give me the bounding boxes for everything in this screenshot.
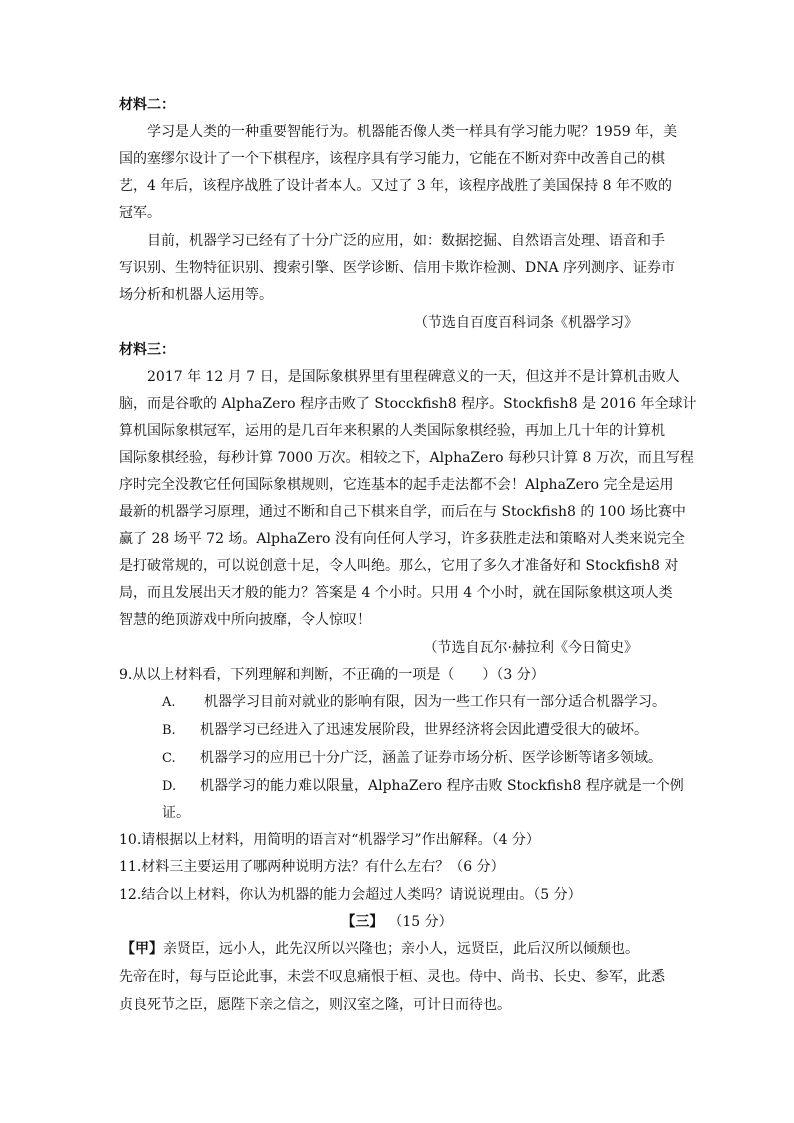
option-c-text: 机器学习的应用已十分广泛，涵盖了证券市场分析、医学诊断等诸多领域。 [200,750,662,766]
material3-line: 脑，而是谷歌的 AlphaZero 程序击败了 Stocckfish8 程序。Stockfish8 是 2016 年全球计 [119,396,697,412]
option-b-letter: B. [162,723,176,738]
material3-line: 2017 年 12 月 7 日，是国际象棋界里有里程碑意义的一天，但这并不是计算机击败人 [147,369,680,385]
question-10: 10.请根据以上材料，用简明的语言对“机器学习”作出解释。（4 分） [119,832,540,848]
passage-jia-line: 贞良死节之臣，愿陛下亲之信之，则汉室之隆，可计日而待也。 [119,997,511,1013]
material2-line: 学习是人类的一种重要智能行为。机器能否像人类一样具有学习能力呢？1959 年，美 [147,124,678,140]
question-12: 12.结合以上材料，你认为机器的能力会超过人类吗？请说说理由。（5 分） [119,887,582,903]
material3-line: 算机国际象棋冠军，运用的是几百年来积累的人类国际象棋经验，再加上几十年的计算机 [119,423,665,439]
material3-line: 局，而且发展出天才般的能力？答案是 4 个小时。只用 4 个小时，就在国际象棋这项人类 [119,585,673,601]
passage-jia-text: 亲贤臣，远小人，此先汉所以兴隆也；亲小人，远贤臣，此后汉所以倾颓也。 [163,941,639,957]
question-11: 11.材料三主要运用了哪两种说明方法？有什么左右？（6 分） [119,859,505,875]
option-b-text: 机器学习已经进入了迅速发展阶段，世界经济将会因此遭受很大的破坏。 [200,722,648,738]
material2-line: 冠军。 [119,205,161,221]
option-d-continuation: 证。 [162,805,190,821]
passage-jia-label: 【甲】 [121,941,163,957]
material3-heading: 材料三： [119,342,175,358]
passage-jia-line: 先帝在时，每与臣论此事，未尝不叹息痛恨于桓、灵也。侍中、尚书、长史、参军，此悉 [119,969,665,985]
section-3-label: 【三】 [341,914,384,930]
material3-line: 是打破常规的，可以说创意十足，令人叫绝。那么，它用了多久才准备好和 Stockfish8 对 [119,558,679,574]
material3-line: 最新的机器学习原理，通过不断和自己下棋来自学，而后在与 Stockfish8 的 100 场比赛中 [119,504,686,520]
material2-line: 场分析和机器人运用等。 [119,287,273,303]
material3-line: 国际象棋经验，每秒计算 7000 万次。相较之下，AlphaZero 每秒只计算 8 万次，而且写程 [119,450,694,466]
option-a-text: 机器学习目前对就业的影响有限，因为一些工作只有一部分适合机器学习。 [204,694,666,710]
material2-heading: 材料二： [119,97,175,113]
option-d-letter: D. [162,779,177,794]
material3-line: 智慧的绝顶游戏中所向披靡，令人惊叹！ [119,612,371,628]
material3-line: 序时完全没教它任何国际象棋规则，它连基本的起手走法都不会！AlphaZero 完全是运用 [119,477,674,493]
section-3-score: （15 分） [395,914,453,930]
question-9-stem: 9.从以上材料看，下列理解和判断，不正确的一项是（ ）（3 分） [119,667,545,683]
material2-source: （节选自百度百科词条《机器学习》 [414,315,638,331]
option-a-letter: A. [162,695,176,710]
option-c-letter: C. [162,751,176,766]
material2-line: 国的塞缪尔设计了一个下棋程序，该程序具有学习能力，它能在不断对弈中改善自己的棋 [119,151,665,167]
material3-source: （节选自瓦尔·赫拉利《今日简史》 [423,640,638,656]
option-d-text: 机器学习的能力难以限量，AlphaZero 程序击败 Stockfish8 程序就是一个例 [200,778,684,794]
material2-line: 目前，机器学习已经有了十分广泛的应用，如：数据挖掘、自然语言处理、语音和手 [147,233,665,249]
material2-line: 艺，4 年后，该程序战胜了设计者本人。又过了 3 年，该程序战胜了美国保持 8 年不败的 [119,178,672,194]
section-3-title [0,912,794,932]
passage-jia-first-line [121,939,681,959]
material2-line: 写识别、生物特征识别、搜索引擎、医学诊断、信用卡欺诈检测、DNA 序列测序、证券市 [119,260,676,276]
material3-line: 赢了 28 场平 72 场。AlphaZero 没有向任何人学习，许多获胜走法和策略对人类来说完全 [119,531,685,547]
